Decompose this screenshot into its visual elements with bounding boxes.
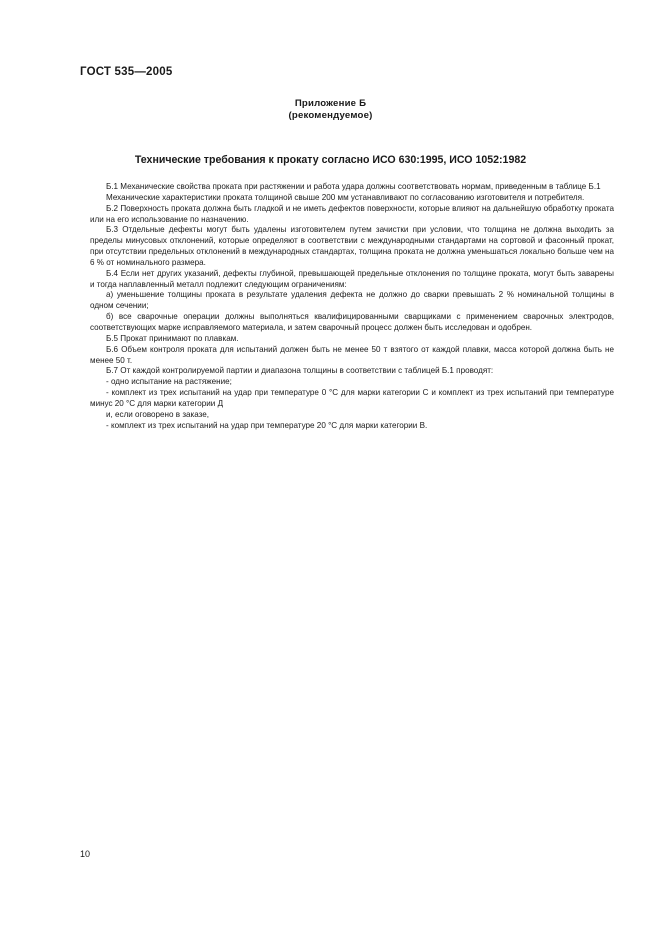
paragraph-b3: Б.3 Отдельные дефекты могут быть удалены изготовителем путем зачистки при условии, что толщина не должна выходить за пределы минусовых отклонений, которые определяют в соответствии с международными стандартами на сортовой и фасонный прокат, при отсутствии предельных отклонений в международных стандартах, толщина проката не должна уменьшаться локально больше чем на 6 % от номинального размера.: [90, 225, 614, 267]
paragraph-b2: Б.2 Поверхность проката должна быть гладкой и не иметь дефектов поверхности, которые влияют на дальнейшую обработку проката или на его использование по назначению.: [90, 203, 614, 224]
paragraph-b1: Б.1 Механические свойства проката при растяжении и работа удара должны соответствовать нормам, приведенным в таблице Б.1: [106, 182, 601, 191]
list-item-impact-test-b: - комплект из трех испытаний на удар при температуре 20 °С для марки категории В.: [106, 420, 428, 430]
page-number: 10: [80, 849, 91, 859]
list-item-impact-test-c-d: - комплект из трех испытаний на удар при температуре 0 °С для марки категории С и комплект из трех испытаний при температуре минус 20 °С для марки категории Д: [90, 388, 614, 408]
paragraph-b4: Б.4 Если нет других указаний, дефекты глубиной, превышающей предельные отклонения по толщине проката, могут быть заварены и тогда наплавленный металл подлежит следующим ограничениям:: [90, 268, 614, 289]
paragraph-b7: Б.7 От каждой контролируемой партии и диапазона толщины в соответствии с таблицей Б.1 проводят:: [106, 366, 494, 376]
annex-status: (рекомендуемое): [288, 110, 373, 121]
paragraph-if-specified: и, если оговорено в заказе,: [106, 409, 210, 419]
paragraph-b4-b: б) все сварочные операции должны выполняться квалифицированными сварщиками с применением сварочных электродов, соответствующих марке исправляемого материала, и затем сварочный процесс должен быть исследован и одобрен.: [90, 312, 614, 332]
paragraph-b1-note: Механические характеристики проката толщиной свыше 200 мм устанавливают по согласованию изготовителя и потребителя.: [106, 192, 585, 202]
section-heading: Технические требования к прокату согласно ИСО 630:1995, ИСО 1052:1982: [134, 154, 527, 166]
paragraph-b4-a: а) уменьшение толщины проката в результате удаления дефекта не должно до сварки превышать 2 % номинальной толщины в одном сечении;: [90, 290, 614, 311]
annex-title: Приложение Б: [294, 98, 367, 109]
paragraph-b6: Б.6 Объем контроля проката для испытаний должен быть не менее 50 т взятого от каждой плавки, масса которой должна быть не менее 50 т.: [90, 344, 614, 365]
list-item-tensile-test: - одно испытание на растяжение;: [106, 377, 232, 387]
standard-designation: ГОСТ 535—2005: [80, 66, 173, 78]
paragraph-b5: Б.5 Прокат принимают по плавкам.: [106, 333, 239, 343]
body-text: [90, 182, 614, 431]
